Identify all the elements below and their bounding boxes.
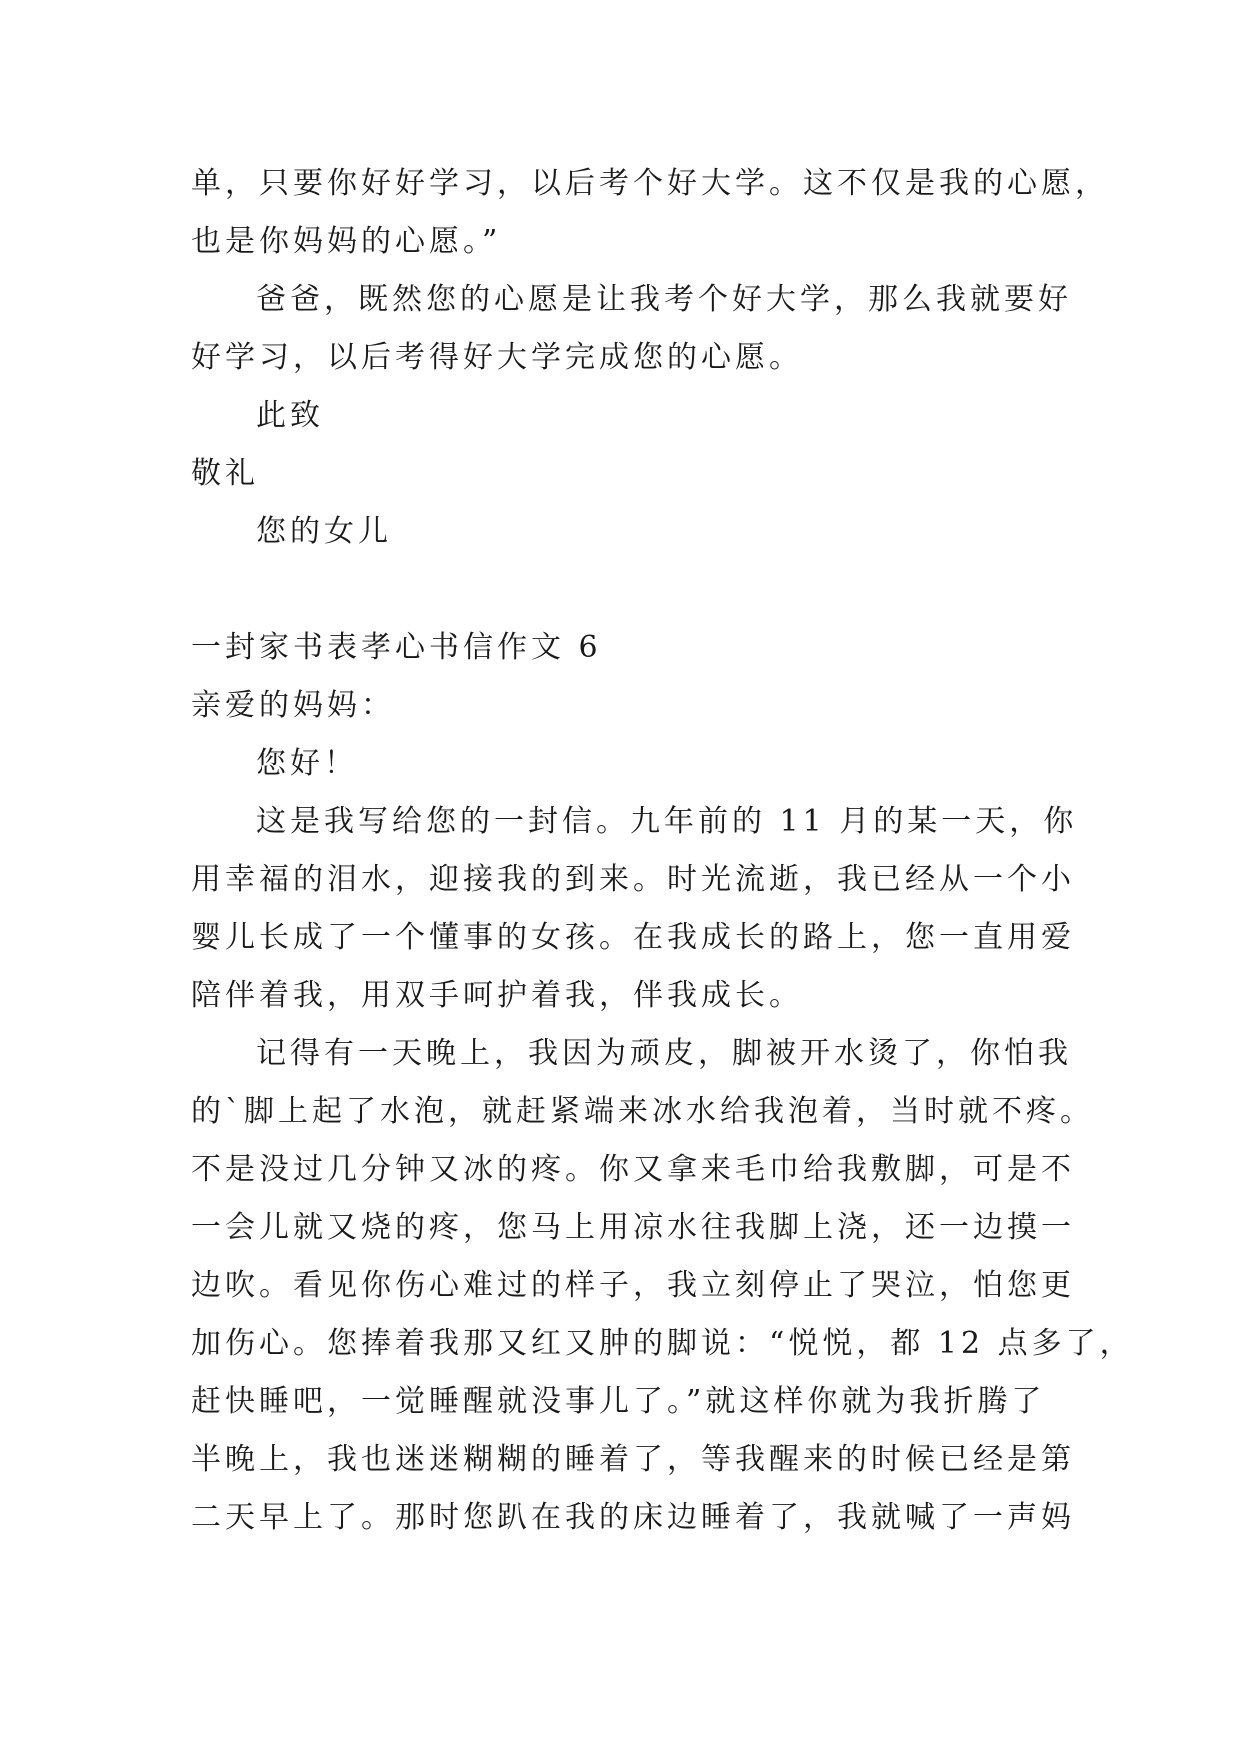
text-line: 也是你妈妈的心愿。” — [191, 224, 502, 259]
text-line: 陪伴着我，用双手呵护着我，伴我成长。 — [191, 978, 803, 1013]
text-line: 加伤心。您捧着我那又红又肿的脚说：“悦悦，都 12 点多了， — [191, 1326, 1134, 1361]
text-line: 单，只要你好好学习，以后考个好大学。这不仅是我的心愿， — [191, 166, 1109, 201]
text-line: 的`脚上起了水泡，就赶紧端来冰水给我泡着，当时就不疼。 — [191, 1094, 1094, 1129]
text-line: 赶快睡吧，一觉睡醒就没事儿了。”就这样你就为我折腾了 — [191, 1384, 1046, 1419]
text-line: 边吹。看见你伤心难过的样子，我立刻停止了哭泣，怕您更 — [191, 1268, 1075, 1303]
text-line: 二天早上了。那时您趴在我的床边睡着了，我就喊了一声妈 — [191, 1500, 1075, 1535]
text-line: 半晚上，我也迷迷糊糊的睡着了，等我醒来的时候已经是第 — [191, 1442, 1075, 1477]
text-line: 婴儿长成了一个懂事的女孩。在我成长的路上，您一直用爱 — [191, 920, 1075, 955]
text-line: 用幸福的泪水，迎接我的到来。时光流逝，我已经从一个小 — [191, 862, 1075, 897]
closing-phrase: 此致 — [256, 398, 324, 433]
text-line: 好学习，以后考得好大学完成您的心愿。 — [191, 340, 803, 375]
text-line: 不是没过几分钟又冰的疼。你又拿来毛巾给我敷脚，可是不 — [191, 1152, 1075, 1187]
text-line: 一会儿就又烧的疼，您马上用凉水往我脚上浇，还一边摸一 — [191, 1210, 1075, 1245]
salute-phrase: 敬礼 — [191, 456, 259, 491]
text-line: 这是我写给您的一封信。九年前的 11 月的某一天，你 — [256, 804, 1078, 839]
greeting: 亲爱的妈妈： — [191, 688, 395, 723]
opening: 您好！ — [256, 746, 358, 781]
text-line: 记得有一天晚上，我因为顽皮，脚被开水烫了，你怕我 — [256, 1036, 1072, 1071]
text-line: 爸爸，既然您的心愿是让我考个好大学，那么我就要好 — [256, 282, 1072, 317]
section-title: 一封家书表孝心书信作文 6 — [191, 630, 602, 665]
signature: 您的女儿 — [256, 514, 392, 549]
